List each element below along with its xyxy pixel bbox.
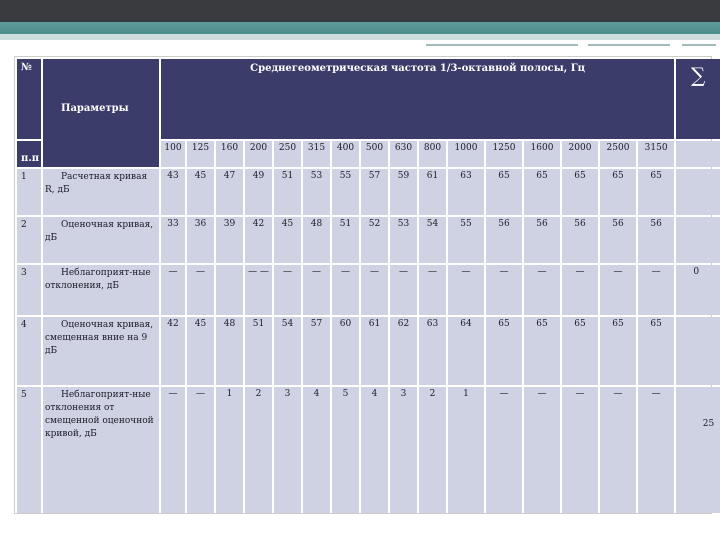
value-cell: 55: [448, 217, 484, 263]
value-cell: 54: [274, 317, 301, 385]
sum-cell: [676, 317, 720, 385]
value-cell: —: [600, 387, 636, 513]
value-cell: 3: [274, 387, 301, 513]
value-cell: 4: [303, 387, 330, 513]
value-cell: 45: [187, 169, 214, 215]
value-cell: 53: [390, 217, 417, 263]
freq-header: 1250: [486, 141, 522, 167]
freq-header: 400: [332, 141, 359, 167]
freq-header: 125: [187, 141, 214, 167]
value-cell: —: [274, 265, 301, 315]
value-cell: 65: [524, 317, 560, 385]
value-cell: [216, 265, 243, 315]
value-cell: 1: [448, 387, 484, 513]
value-cell: 2: [419, 387, 446, 513]
value-cell: 60: [332, 317, 359, 385]
sum-cell: [676, 169, 720, 215]
value-cell: 56: [600, 217, 636, 263]
freq-header: 2500: [600, 141, 636, 167]
table-row: [17, 265, 720, 315]
value-cell: 54: [419, 217, 446, 263]
value-cell: 64: [448, 317, 484, 385]
value-cell: —: [448, 265, 484, 315]
value-cell: —: [361, 265, 388, 315]
row-number: 2: [17, 217, 41, 263]
value-cell: 33: [161, 217, 185, 263]
header-params: Параметры: [43, 59, 159, 167]
value-cell: 62: [390, 317, 417, 385]
top-teal-subband: [0, 34, 720, 40]
sum-cell: 0: [676, 265, 720, 315]
table-row: [17, 387, 720, 513]
value-cell: 65: [638, 169, 674, 215]
value-cell: 42: [161, 317, 185, 385]
value-cell: —: [524, 265, 560, 315]
top-dark-bar: [0, 0, 720, 22]
value-cell: 42: [245, 217, 272, 263]
table-row: [17, 317, 720, 385]
row-label: Оценочная кривая, смещенная вние на 9 дБ: [43, 317, 159, 385]
header-frequency-title: Среднегеометрическая частота 1/3-октавной полосы, Гц: [161, 59, 674, 139]
value-cell: —: [332, 265, 359, 315]
value-cell: 56: [638, 217, 674, 263]
value-cell: 65: [600, 169, 636, 215]
value-cell: 49: [245, 169, 272, 215]
value-cell: — —: [245, 265, 272, 315]
value-cell: —: [562, 265, 598, 315]
value-cell: —: [187, 265, 214, 315]
table-row: [17, 169, 720, 215]
value-cell: 3: [390, 387, 417, 513]
value-cell: —: [486, 265, 522, 315]
value-cell: 61: [419, 169, 446, 215]
value-cell: 48: [216, 317, 243, 385]
freq-header: 250: [274, 141, 301, 167]
value-cell: —: [638, 387, 674, 513]
value-cell: 61: [361, 317, 388, 385]
value-cell: 36: [187, 217, 214, 263]
decorative-line: [426, 44, 578, 46]
freq-header: 100: [161, 141, 185, 167]
freq-header: 1000: [448, 141, 484, 167]
value-cell: —: [419, 265, 446, 315]
value-cell: 55: [332, 169, 359, 215]
value-cell: 43: [161, 169, 185, 215]
freq-header: 3150: [638, 141, 674, 167]
value-cell: —: [638, 265, 674, 315]
header-np: п.п: [17, 141, 41, 167]
value-cell: —: [187, 387, 214, 513]
freq-header: 200: [245, 141, 272, 167]
value-cell: 65: [600, 317, 636, 385]
value-cell: 45: [274, 217, 301, 263]
value-cell: 65: [486, 317, 522, 385]
value-cell: —: [161, 265, 185, 315]
header-sigma: ∑: [676, 59, 720, 139]
value-cell: 56: [524, 217, 560, 263]
value-cell: 39: [216, 217, 243, 263]
value-cell: 1: [216, 387, 243, 513]
value-cell: 65: [524, 169, 560, 215]
row-label: Расчетная кривая R, дБ: [43, 169, 159, 215]
value-cell: 63: [448, 169, 484, 215]
value-cell: —: [600, 265, 636, 315]
decorative-line: [588, 44, 670, 46]
sum-cell: 25: [676, 387, 720, 513]
value-cell: 65: [486, 169, 522, 215]
value-cell: 65: [562, 317, 598, 385]
row-number: 5: [17, 387, 41, 513]
value-cell: —: [486, 387, 522, 513]
table-row: [17, 217, 720, 263]
value-cell: 57: [303, 317, 330, 385]
freq-header: 1600: [524, 141, 560, 167]
header-no: №: [17, 59, 41, 139]
data-table: [15, 57, 720, 515]
value-cell: 59: [390, 169, 417, 215]
value-cell: 47: [216, 169, 243, 215]
value-cell: 52: [361, 217, 388, 263]
decorative-line: [682, 44, 716, 46]
freq-header: 500: [361, 141, 388, 167]
value-cell: —: [562, 387, 598, 513]
value-cell: 57: [361, 169, 388, 215]
value-cell: —: [303, 265, 330, 315]
top-teal-band: [0, 22, 720, 34]
value-cell: 5: [332, 387, 359, 513]
freq-header: 160: [216, 141, 243, 167]
value-cell: —: [161, 387, 185, 513]
value-cell: —: [390, 265, 417, 315]
value-cell: 48: [303, 217, 330, 263]
freq-header: 2000: [562, 141, 598, 167]
row-number: 3: [17, 265, 41, 315]
value-cell: 51: [332, 217, 359, 263]
value-cell: —: [524, 387, 560, 513]
row-label: Оценочная кривая, дБ: [43, 217, 159, 263]
value-cell: 4: [361, 387, 388, 513]
row-label: Неблагоприят-ные отклонения, дБ: [43, 265, 159, 315]
value-cell: 65: [638, 317, 674, 385]
row-label: Неблагоприят-ные отклонения от смещенной оценочной кривой, дБ: [43, 387, 159, 513]
sum-cell: [676, 141, 720, 167]
row-number: 1: [17, 169, 41, 215]
acoustic-table: [14, 56, 715, 514]
freq-header: 315: [303, 141, 330, 167]
value-cell: 56: [486, 217, 522, 263]
freq-header: 630: [390, 141, 417, 167]
value-cell: 45: [187, 317, 214, 385]
value-cell: 51: [245, 317, 272, 385]
value-cell: 53: [303, 169, 330, 215]
sum-cell: [676, 217, 720, 263]
value-cell: 65: [562, 169, 598, 215]
row-number: 4: [17, 317, 41, 385]
value-cell: 2: [245, 387, 272, 513]
value-cell: 51: [274, 169, 301, 215]
value-cell: 63: [419, 317, 446, 385]
freq-header: 800: [419, 141, 446, 167]
value-cell: 56: [562, 217, 598, 263]
